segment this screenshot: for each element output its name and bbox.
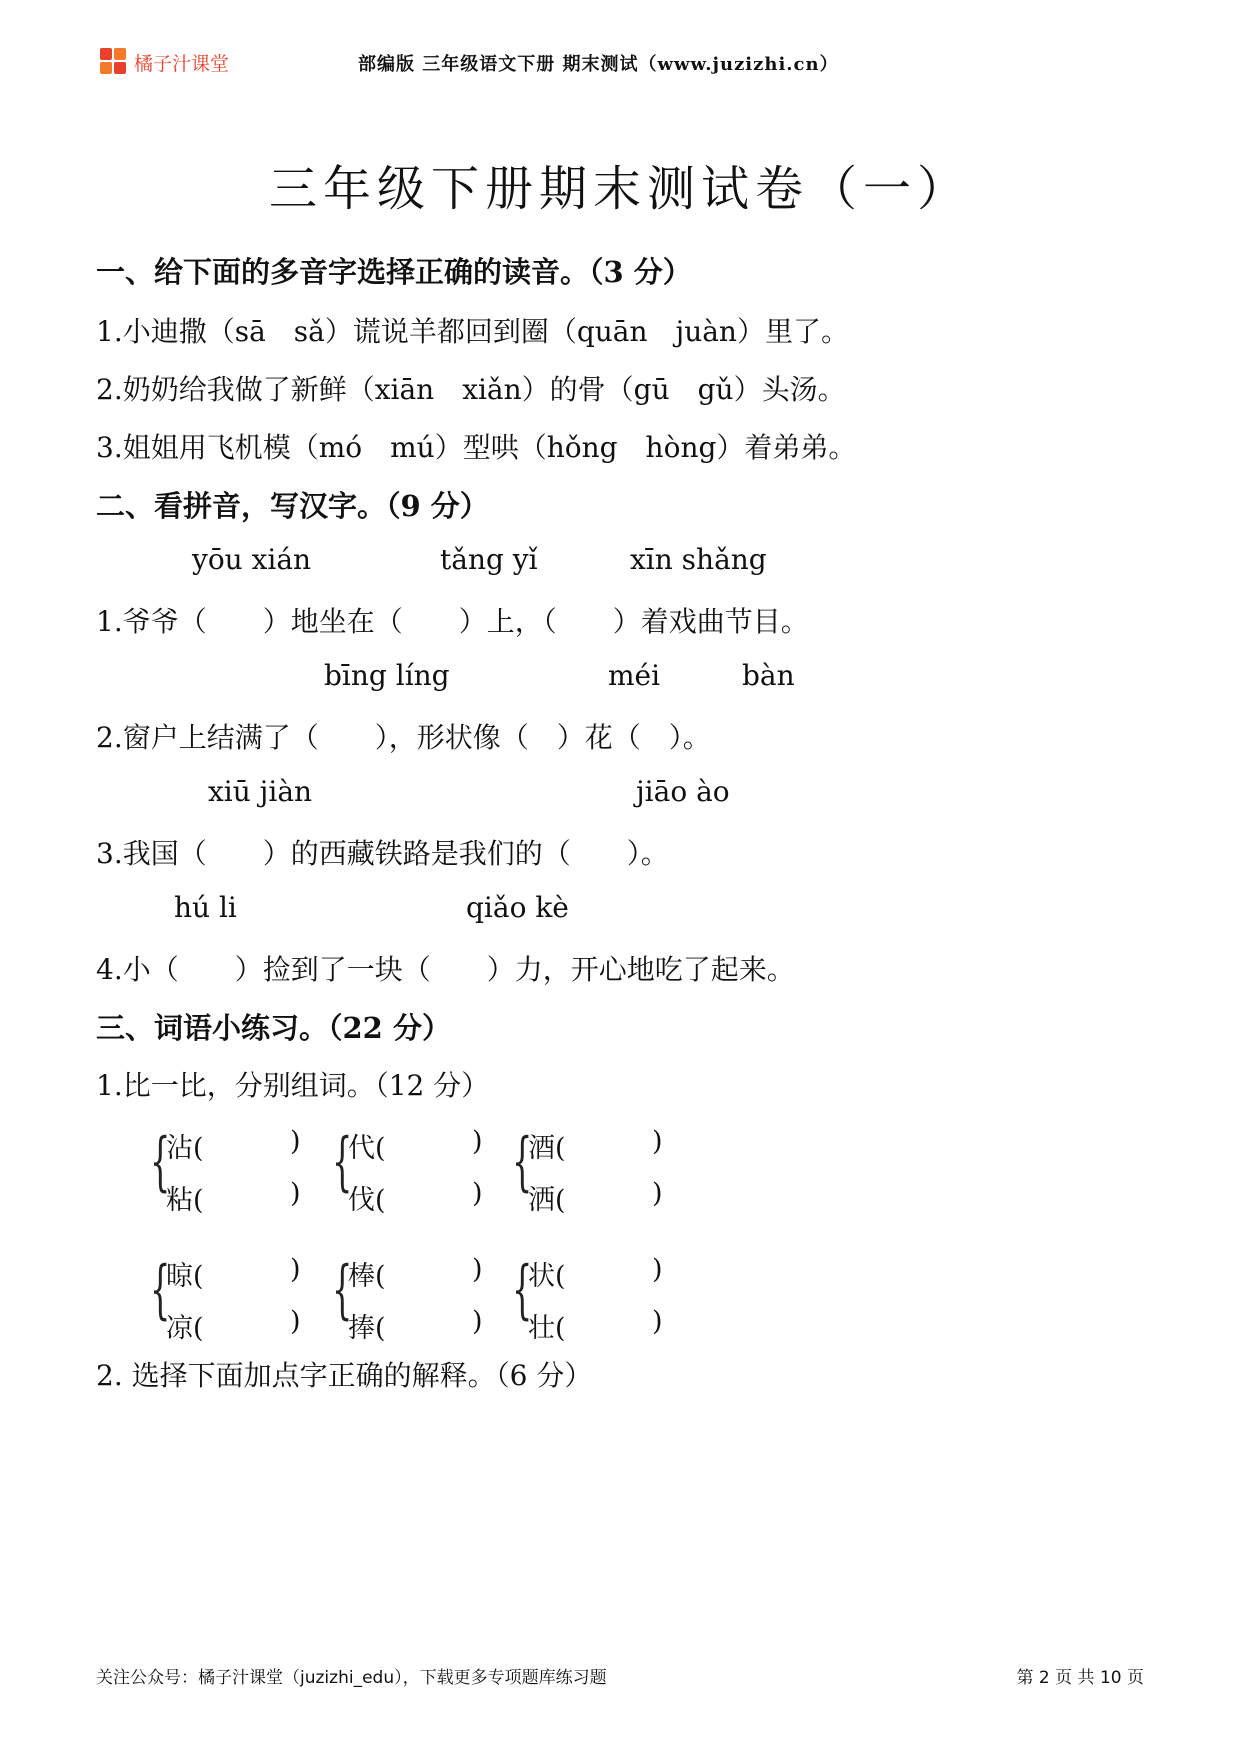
s1-item-1: 1.小迪撒（sā sǎ）谎说羊都回到圈（quān juàn）里了。 (96, 315, 849, 348)
close-paren: ) (472, 1306, 483, 1337)
s1-item-3: 3.姐姐用飞机模（mó mú）型哄（hǒng hòng）着弟弟。 (96, 431, 857, 464)
close-paren: ) (290, 1126, 301, 1157)
word-pair-3 (512, 1122, 672, 1232)
s1-item-2: 2.奶奶给我做了新鲜（xiān xiǎn）的骨（gū gǔ）头汤。 (96, 373, 846, 406)
word-pair-bottom: 凉( (166, 1313, 204, 1344)
close-paren: ) (472, 1126, 483, 1157)
s2-q2-pinyin-3: bàn (742, 659, 795, 692)
s2-question-1: 1.爷爷（ ）地坐在（ ）上，（ ）着戏曲节目。 (96, 605, 809, 638)
logo-text: 橘子汁课堂 (134, 52, 230, 75)
section-2-heading: 二、看拼音，写汉字。（9 分） (96, 489, 489, 523)
close-paren: ) (290, 1178, 301, 1209)
s2-q3-pinyin-1: xiū jiàn (208, 775, 313, 808)
s3-sub-1: 1.比一比，分别组词。（12 分） (96, 1069, 490, 1102)
word-pair-top: 晾( (166, 1261, 204, 1292)
header-title: 部编版 三年级语文下册 期末测试（www.juzizhi.cn） (358, 54, 839, 75)
page-title: 三年级下册期末测试卷（一） (268, 161, 971, 217)
s2-q1-pinyin-3: xīn shǎng (630, 543, 767, 576)
section-1-heading: 一、给下面的多音字选择正确的读音。（3 分） (96, 255, 692, 289)
s3-sub-2: 2. 选择下面加点字正确的解释。（6 分） (96, 1359, 593, 1392)
word-pair-top: 棒( (348, 1261, 386, 1292)
close-paren: ) (652, 1126, 663, 1157)
word-pair-6 (512, 1250, 672, 1360)
word-pair-bottom: 壮( (528, 1313, 566, 1344)
word-pair-bottom: 粘( (166, 1185, 204, 1216)
s2-q3-pinyin-2: jiāo ào (636, 775, 730, 808)
s2-q1-pinyin-2: tǎng yǐ (440, 543, 538, 576)
s2-q4-pinyin-2: qiǎo kè (466, 891, 569, 924)
word-pair-top: 酒( (528, 1133, 566, 1164)
s2-question-4: 4.小（ ）捡到了一块（ ）力，开心地吃了起来。 (96, 953, 795, 986)
word-pair-top: 代( (348, 1133, 386, 1164)
close-paren: ) (472, 1254, 483, 1285)
brace-icon: { (150, 1125, 171, 1199)
brace-icon: { (512, 1253, 533, 1327)
word-pair-bottom: 洒( (528, 1185, 566, 1216)
word-pair-5 (332, 1250, 492, 1360)
word-pair-4 (150, 1250, 310, 1360)
logo-icon (100, 48, 128, 76)
word-pair-top: 状( (528, 1261, 566, 1292)
close-paren: ) (652, 1306, 663, 1337)
s2-question-3: 3.我国（ ）的西藏铁路是我们的（ ）。 (96, 837, 669, 870)
page-number: 第 2 页 共 10 页 (1016, 1668, 1144, 1688)
brand-logo (100, 48, 229, 76)
word-pair-bottom: 捧( (348, 1313, 386, 1344)
s2-q4-pinyin-1: hú li (174, 891, 237, 924)
footer-note: 关注公众号：橘子汁课堂（juzizhi_edu），下载更多专项题库练习题 (96, 1668, 607, 1688)
close-paren: ) (472, 1178, 483, 1209)
close-paren: ) (290, 1306, 301, 1337)
close-paren: ) (652, 1254, 663, 1285)
brace-icon: { (512, 1125, 533, 1199)
brace-icon: { (332, 1253, 353, 1327)
brace-icon: { (332, 1125, 353, 1199)
close-paren: ) (652, 1178, 663, 1209)
s2-question-2: 2.窗户上结满了（ ），形状像（ ）花（ ）。 (96, 721, 711, 754)
close-paren: ) (290, 1254, 301, 1285)
word-pair-1 (150, 1122, 310, 1232)
word-pair-2 (332, 1122, 492, 1232)
word-pair-top: 沾( (166, 1133, 204, 1164)
s2-q2-pinyin-1: bīng líng (324, 659, 450, 692)
section-3-heading: 三、词语小练习。（22 分） (96, 1011, 451, 1045)
s2-q2-pinyin-2: méi (608, 659, 661, 692)
s2-q1-pinyin-1: yōu xián (192, 543, 312, 576)
page-header (96, 44, 1144, 84)
word-pair-bottom: 伐( (348, 1185, 386, 1216)
brace-icon: { (150, 1253, 171, 1327)
